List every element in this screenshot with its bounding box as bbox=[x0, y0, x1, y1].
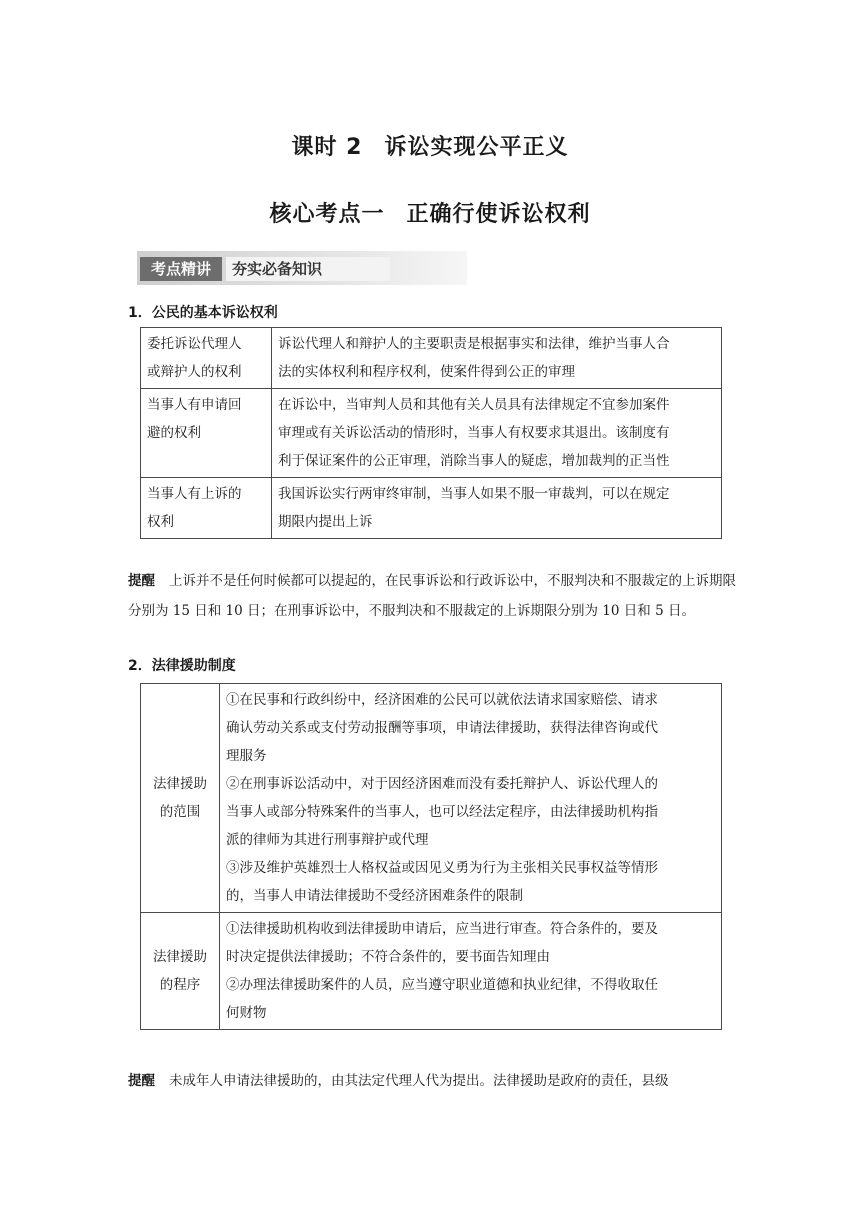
row-content-line: 时决定提供法律援助；不符合条件的，要书面告知理由 bbox=[226, 949, 550, 965]
row-content-line: ①在民事和行政纠纷中，经济困难的公民可以就依法请求国家赔偿、请求 bbox=[226, 692, 658, 708]
table-row bbox=[141, 389, 722, 478]
banner-label-dark: 考点精讲 bbox=[140, 257, 222, 281]
row-content-line: ②在刑事诉讼活动中，对于因经济困难而没有委托辩护人、诉讼代理人的 bbox=[226, 776, 658, 792]
table-row bbox=[141, 913, 722, 1030]
lesson-number: 课时 2 bbox=[291, 135, 363, 160]
row-label-line: 法律援助 bbox=[153, 949, 207, 965]
row-content-cell bbox=[272, 328, 722, 389]
row-content-line: 诉讼代理人和辩护人的主要职责是根据事实和法律，维护当事人合 bbox=[278, 336, 670, 352]
tip-minor bbox=[128, 1066, 736, 1096]
row-content-line: 派的律师为其进行刑事辩护或代理 bbox=[226, 832, 429, 848]
banner-label-light: 夯实必备知识 bbox=[226, 257, 390, 281]
core-point-text: 正确行使诉讼权利 bbox=[406, 202, 591, 227]
row-label-line: 当事人有申请回 bbox=[147, 397, 242, 413]
row-label-cell bbox=[141, 684, 220, 913]
row-content-line: 确认劳动关系或支付劳动报酬等事项，申请法律援助，获得法律咨询或代 bbox=[226, 720, 658, 736]
section-heading-legal-aid: 2．法律援助制度 bbox=[128, 658, 236, 674]
tip-appeal bbox=[128, 566, 736, 626]
row-label-line: 当事人有上诉的 bbox=[147, 486, 242, 502]
row-label-line: 委托诉讼代理人 bbox=[147, 336, 242, 352]
row-label-line: 的程序 bbox=[159, 977, 201, 993]
section-heading-rights: 1．公民的基本诉讼权利 bbox=[128, 305, 278, 321]
lesson-title-text: 诉讼实现公平正义 bbox=[384, 135, 569, 160]
row-label-line: 避的权利 bbox=[147, 425, 201, 441]
row-content-line: ①法律援助机构收到法律援助申请后，应当进行审查。符合条件的，要及 bbox=[226, 921, 658, 937]
row-content-cell bbox=[220, 913, 722, 1030]
tip-text: 上诉并不是任何时候都可以提起的，在民事诉讼和行政诉讼中，不服判决和不服裁定的上诉期限分别为 15 日和 10 日；在刑事诉讼中，不服判决和不服裁定的上诉期限分别为 10 日和 5 日。 bbox=[128, 573, 736, 619]
legal-aid-table bbox=[140, 683, 722, 1030]
row-label-line: 的范围 bbox=[159, 804, 201, 820]
tip-label: 提醒 bbox=[128, 573, 155, 589]
row-content-line: ②办理法律援助案件的人员，应当遵守职业道德和执业纪律，不得收取任 bbox=[226, 977, 658, 993]
row-label-line: 或辩护人的权利 bbox=[147, 364, 242, 380]
row-content-line: 利于保证案件的公正审理，消除当事人的疑虑，增加裁判的正当性 bbox=[278, 453, 670, 469]
row-label-cell bbox=[141, 389, 272, 478]
tip-label: 提醒 bbox=[128, 1073, 155, 1089]
row-content-line: 的，当事人申请法律援助不受经济困难条件的限制 bbox=[226, 888, 523, 904]
row-content-line: 当事人或部分特殊案件的当事人，也可以经法定程序，由法律援助机构指 bbox=[226, 804, 658, 820]
row-content-line: ③涉及维护英雄烈士人格权益或因见义勇为行为主张相关民事权益等情形 bbox=[226, 860, 658, 876]
row-label-line: 权利 bbox=[147, 514, 174, 530]
row-content-cell bbox=[272, 478, 722, 539]
row-content-cell bbox=[220, 684, 722, 913]
row-label-cell bbox=[141, 478, 272, 539]
row-content-line: 在诉讼中，当审判人员和其他有关人员具有法律规定不宜参加案件 bbox=[278, 397, 670, 413]
tip-text: 未成年人申请法律援助的，由其法定代理人代为提出。法律援助是政府的责任，县级 bbox=[169, 1073, 669, 1089]
row-label-cell bbox=[141, 913, 220, 1030]
lesson-title bbox=[0, 130, 860, 161]
rights-table bbox=[140, 327, 722, 539]
row-content-line: 何财物 bbox=[226, 1005, 267, 1021]
core-point-title bbox=[0, 197, 860, 228]
row-label-cell bbox=[141, 328, 272, 389]
section-banner bbox=[137, 251, 467, 285]
table-row bbox=[141, 478, 722, 539]
row-content-line: 我国诉讼实行两审终审制，当事人如果不服一审裁判，可以在规定 bbox=[278, 486, 670, 502]
row-content-line: 理服务 bbox=[226, 748, 267, 764]
row-content-line: 期限内提出上诉 bbox=[278, 514, 373, 530]
row-content-line: 法的实体权利和程序权利，使案件得到公正的审理 bbox=[278, 364, 575, 380]
row-label-line: 法律援助 bbox=[153, 776, 207, 792]
row-content-line: 审理或有关诉讼活动的情形时，当事人有权要求其退出。该制度有 bbox=[278, 425, 670, 441]
core-point-number: 核心考点一 bbox=[269, 202, 385, 227]
table-row bbox=[141, 328, 722, 389]
row-content-cell bbox=[272, 389, 722, 478]
table-row bbox=[141, 684, 722, 913]
